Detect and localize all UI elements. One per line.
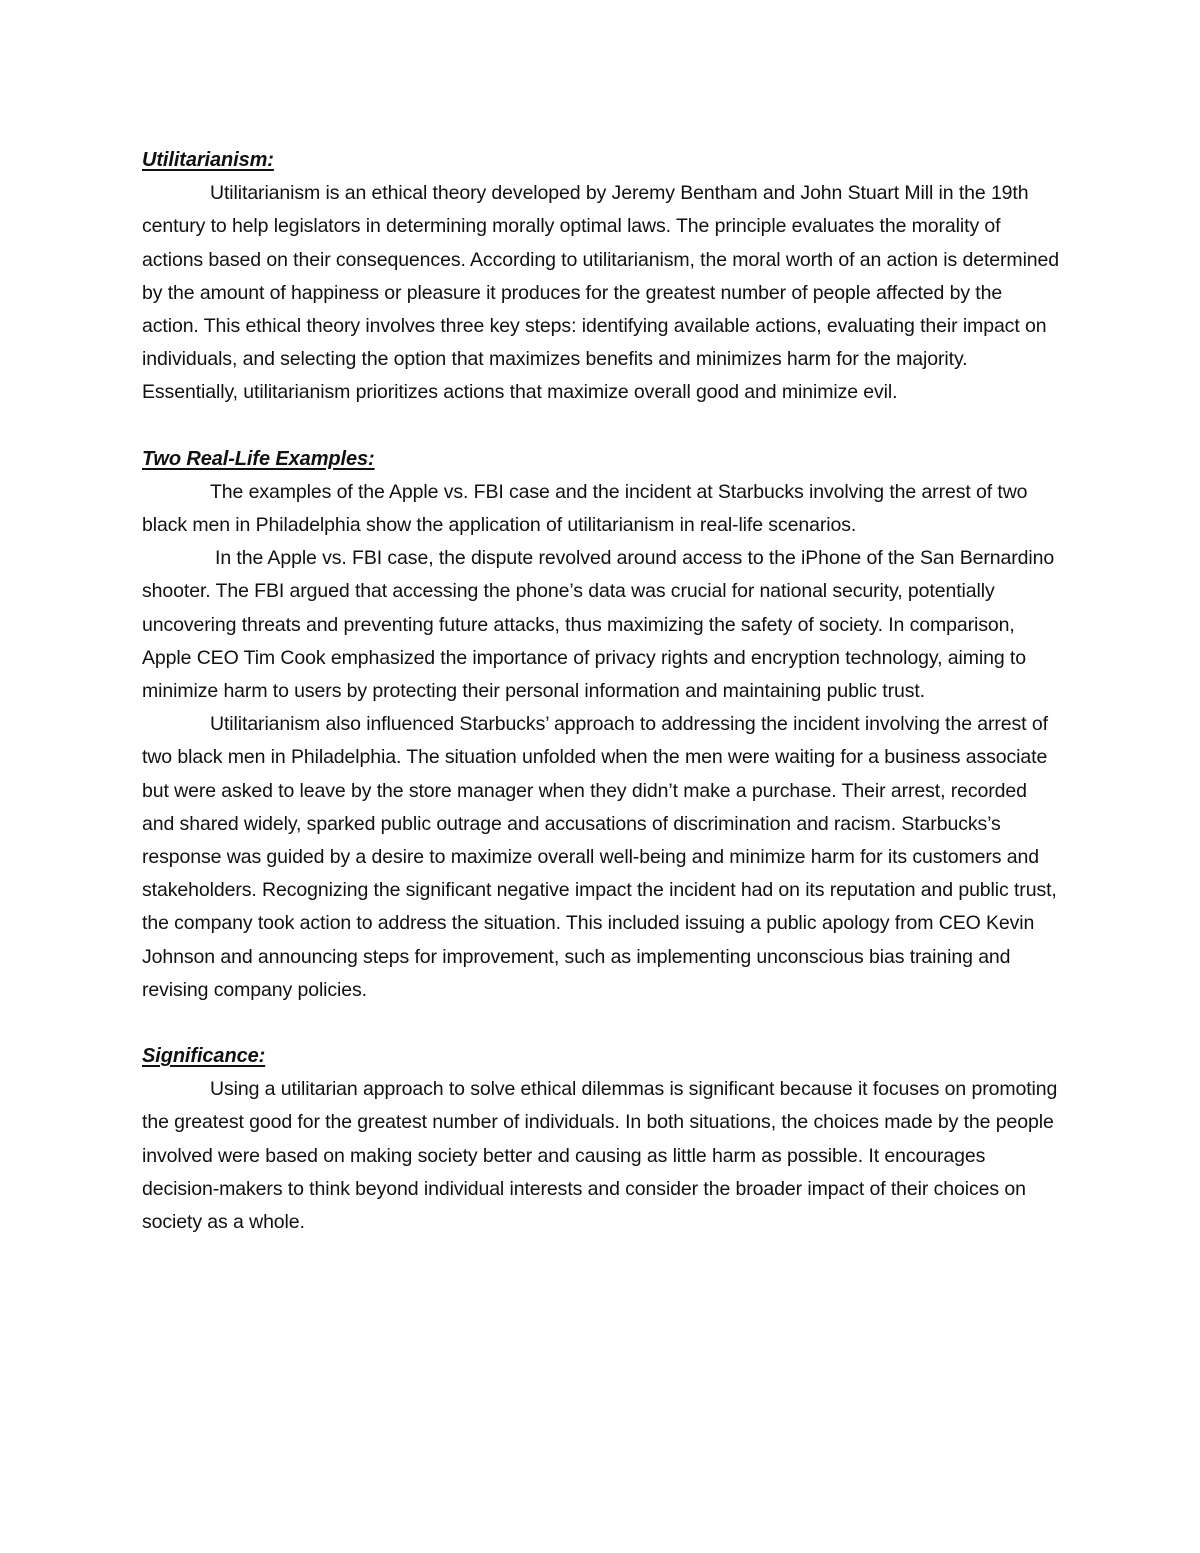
- section-spacer: [142, 1007, 1062, 1040]
- section-spacer: [142, 410, 1062, 443]
- section-heading: Utilitarianism:: [142, 149, 274, 171]
- section-utilitarianism: [142, 144, 1062, 410]
- section-paragraph: The examples of the Apple vs. FBI case and the incident at Starbucks involving the arrest of two black men in Philadelphia show the application of utilitarianism in real-life scenarios.: [142, 480, 1028, 537]
- section-paragraph: In the Apple vs. FBI case, the dispute revolved around access to the iPhone of the San Bernardino shooter. The FBI argued that accessing the phone’s data was crucial for national security, potentially uncovering threats and preventing future attacks, thus maximizing the safety of society. In comparison, Apple CEO Tim Cook emphasized the importance of privacy rights and encryption technology, aiming to minimize harm to users by protecting their personal information and maintaining public trust.: [142, 547, 1055, 703]
- section-paragraph: Utilitarianism also influenced Starbucks’ approach to addressing the incident involving the arrest of two black men in Philadelphia. The situation unfolded when the men were waiting for a business associate but were asked to leave by the store manager when they didn’t make a purchase. Their arrest, recorded and shared widely, sparked public outrage and accusations of discrimination and racism. Starbucks’s response was guided by a desire to maximize overall well-being and minimize harm for its customers and stakeholders. Recognizing the significant negative impact the incident had on its reputation and public trust, the company took action to address the situation. This included issuing a public apology from CEO Kevin Johnson and announcing steps for improvement, such as implementing unconscious bias training and revising company policies.: [142, 713, 1057, 1001]
- section-heading: Two Real-Life Examples:: [142, 447, 375, 470]
- section-paragraph: Utilitarianism is an ethical theory developed by Jeremy Bentham and John Stuart Mill in the 19th century to help legislators in determining morally optimal laws. The principle evaluates the morality of actions based on their consequences. According to utilitarianism, the moral worth of an action is determined by the amount of happiness or pleasure it produces for the greatest number of people affected by the action. This ethical theory involves three key steps: identifying available actions, evaluating their impact on individuals, and selecting the option that maximizes benefits and minimizes harm for the majority. Essentially, utilitarianism prioritizes actions that maximize overall good and minimize evil.: [142, 182, 1060, 404]
- section-paragraph: Using a utilitarian approach to solve ethical dilemmas is significant because it focuses on promoting the greatest good for the greatest number of individuals. In both situations, the choices made by the people involved were based on making society better and causing as little harm as possible. It encourages decision-makers to think beyond individual interests and consider the broader impact of their choices on society as a whole.: [142, 1078, 1058, 1234]
- section-significance: [142, 1040, 1062, 1239]
- section-real-life-examples: [142, 443, 1062, 1007]
- document-body: [142, 144, 1062, 1239]
- section-heading: Significance:: [142, 1045, 266, 1068]
